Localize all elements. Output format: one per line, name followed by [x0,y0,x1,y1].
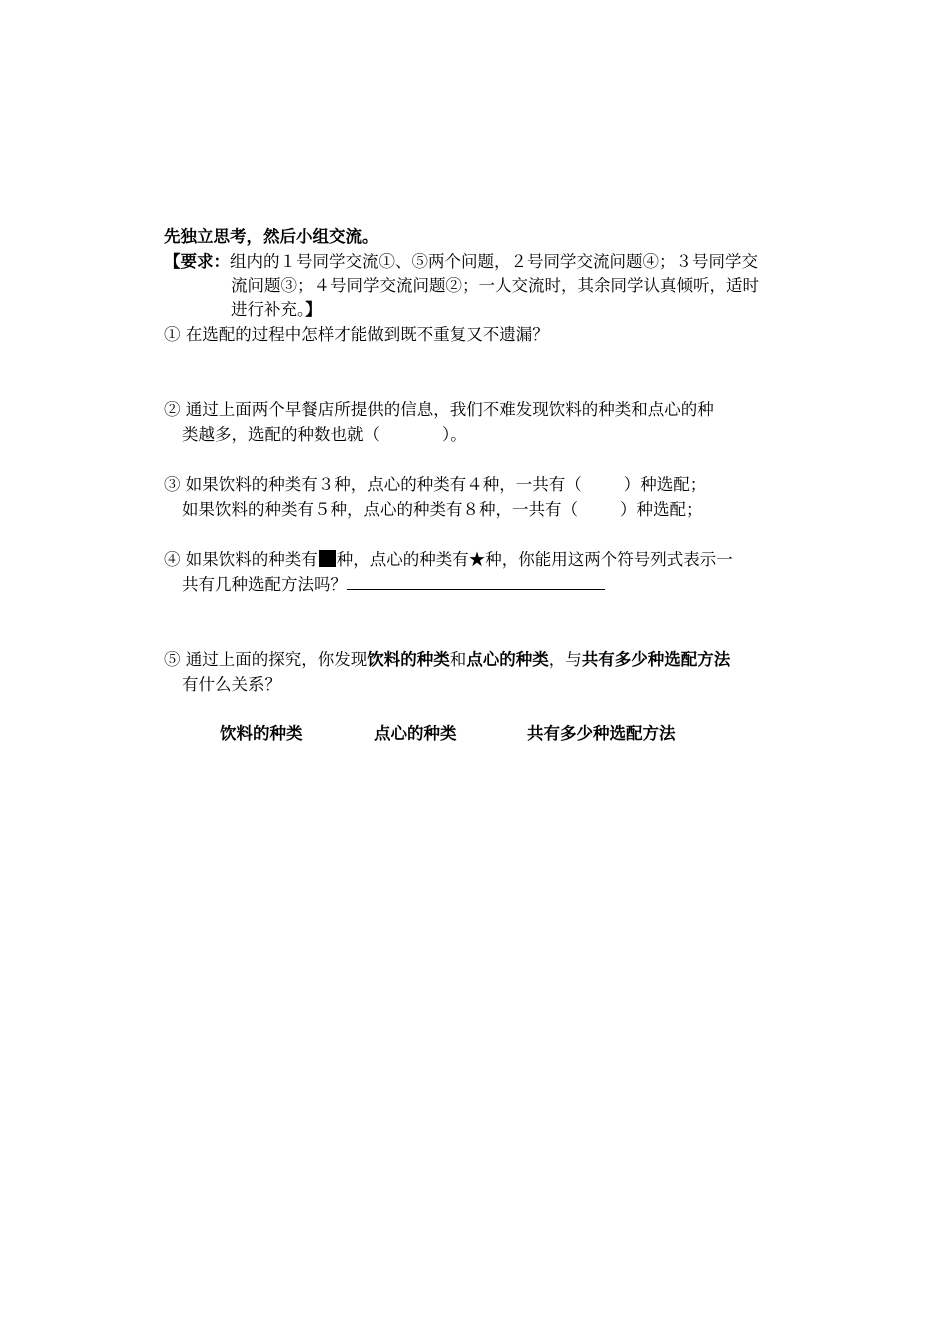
question-5-bold-1: 饮料的种类 [367,650,450,669]
star-icon: ★ [468,550,486,569]
question-4-text-1b: 种，点心的种类有 [336,550,469,569]
question-5-bold-3: 共有多少种选配方法 [581,650,731,669]
question-3-text-2a: 如果饮料的种类有５种，点心的种类有８种，一共有（ [182,500,578,519]
question-1 [164,323,549,347]
requirement-text-1: 组内的１号同学交流①、⑤两个问题，２号同学交流问题④；３号同学交 [230,252,758,271]
question-4-text-1a: 如果饮料的种类有 [185,550,318,569]
question-3-line-2 [182,498,703,522]
question-2-line-2 [182,423,467,447]
header-drink-types: 饮料的种类 [220,724,303,743]
question-4-line-2 [182,573,605,597]
header-snack-types: 点心的种类 [374,724,457,743]
intro-heading: 先独立思考，然后小组交流。 [164,227,379,246]
question-3-line-1 [164,473,706,497]
question-3-text-2b: ）种选配； [620,500,703,519]
question-5-text-1a: 通过上面的探究，你发现 [185,650,368,669]
question-5-line-2: 有什么关系？ [182,675,281,694]
question-5-line-1 [164,648,730,672]
question-4-answer-line[interactable] [347,573,605,590]
question-5-bold-2: 点心的种类 [466,650,549,669]
question-4-text-2: 共有几种选配方法吗？ [182,575,347,594]
question-3-text-1a: 如果饮料的种类有３种，点心的种类有４种，一共有（ [185,475,582,494]
question-2-text-1: 通过上面两个早餐店所提供的信息，我们不难发现饮料的种类和点心的种 [185,400,714,419]
header-total-combinations: 共有多少种选配方法 [527,724,676,743]
question-5-text-1c: ，与 [548,650,582,669]
question-2-number: ② [164,400,181,419]
requirement-label: 【要求： [164,252,230,271]
question-2-line-1 [164,398,714,422]
question-4-text-1c: 种，你能用这两个符号列式表示一 [485,550,733,569]
requirement-close: 】 [305,300,322,319]
question-2-text-2a: 类越多，选配的种数也就（ [182,425,380,444]
requirement-line-1 [164,250,758,274]
black-square-icon [319,550,336,567]
question-1-text: 在选配的过程中怎样才能做到既不重复又不遗漏？ [185,325,549,344]
question-3-text-1b: ）种选配； [623,475,707,494]
question-4-line-1 [164,548,733,572]
question-5-number: ⑤ [164,650,181,669]
question-1-number: ① [164,325,181,344]
requirement-line-3 [231,298,322,322]
question-2-text-2b: ）。 [442,425,467,444]
question-5-text-1b: 和 [449,650,467,669]
question-4-number: ④ [164,550,181,569]
requirement-line-2: 流问题③；４号同学交流问题②；一人交流时，其余同学认真倾听，适时 [231,276,759,295]
requirement-text-3: 进行补充。 [231,300,306,319]
question-3-number: ③ [164,475,181,494]
